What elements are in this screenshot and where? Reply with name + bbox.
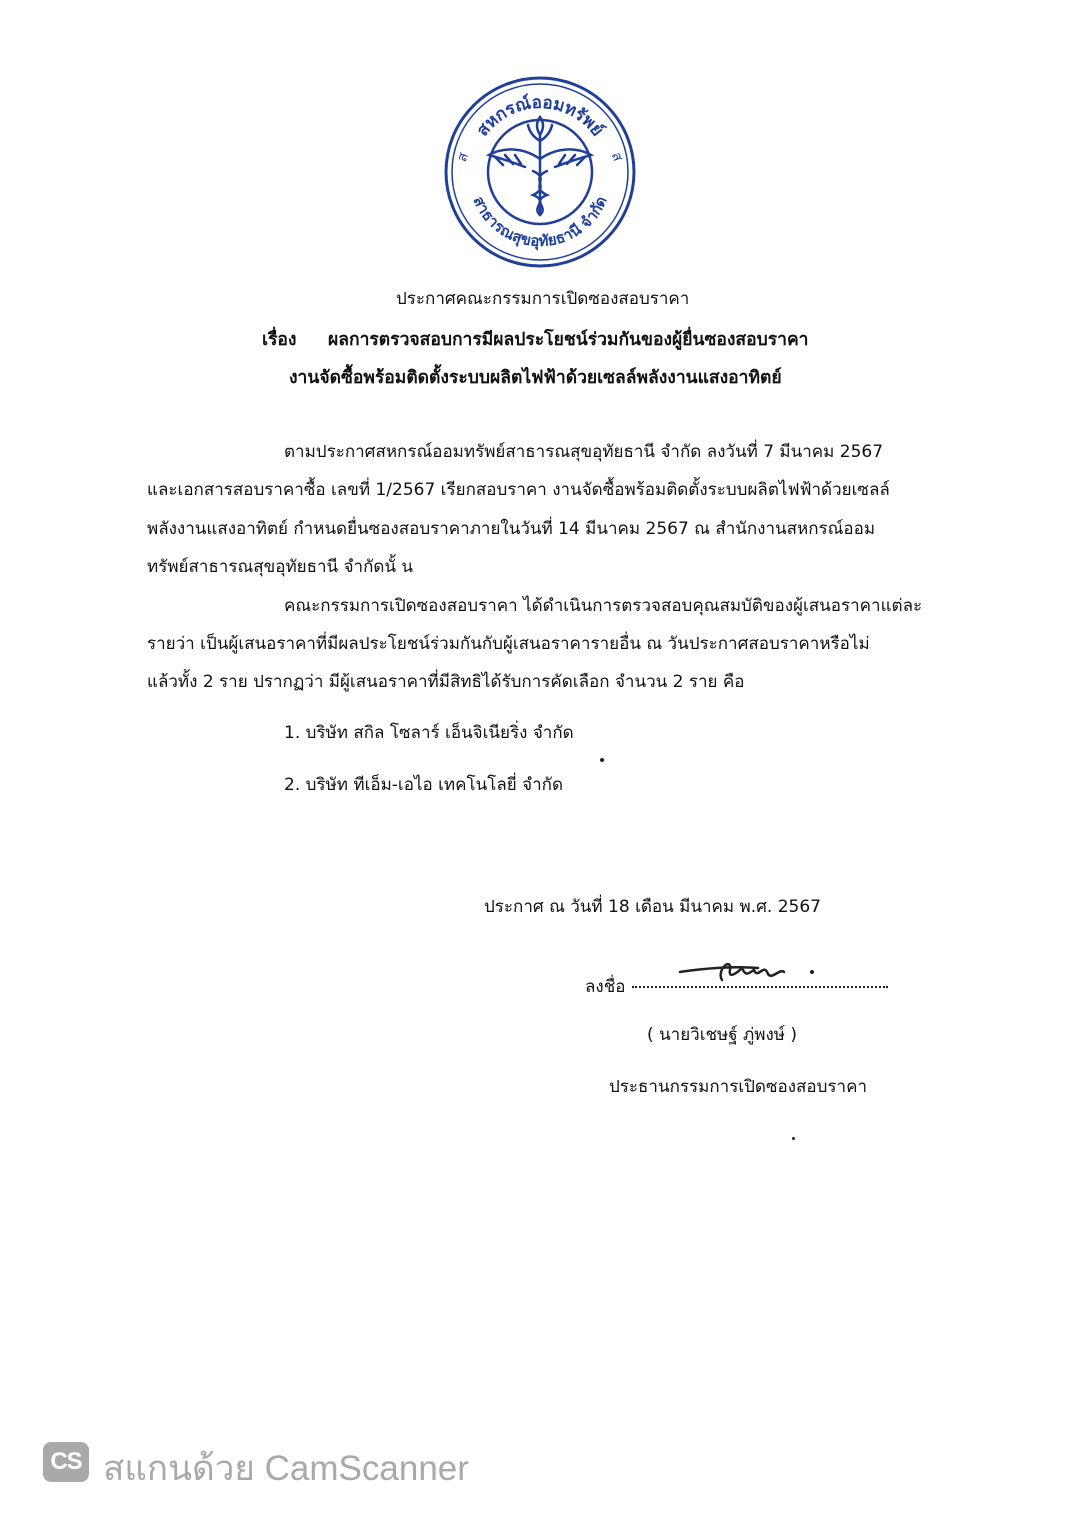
signer-name: ( นายวิเชษฐ์ ภู่พงษ์ ) (647, 1025, 798, 1045)
camscanner-watermark: สแกนด้วย CamScanner (103, 1449, 469, 1488)
paragraph1-line2: และเอกสารสอบราคาซื้อ เลขที่ 1/2567 เรียกสอบราคา งานจัดซื้อพร้อมติดตั้งระบบผลิตไฟฟ้าด้วยเซลล์ (147, 480, 890, 500)
cooperative-seal (443, 75, 637, 269)
svg-text:ส: ส (607, 150, 626, 164)
paragraph2-line3: แล้วทั้ง 2 ราย ปรากฏว่า มีผู้เสนอราคาที่มีสิทธิได้รับการคัดเลือก จำนวน 2 ราย คือ (147, 672, 745, 692)
project-title: งานจัดซื้อพร้อมติดตั้งระบบผลิตไฟฟ้าด้วยเซลล์พลังงานแสงอาทิตย์ (289, 368, 782, 388)
seal-text-bottom: สาธารณสุขอุทัยธานี จำกัด (469, 193, 611, 251)
paragraph1-line3: พลังงานแสงอาทิตย์ กำหนดยื่นซองสอบราคาภายในวันที่ 14 มีนาคม 2567 ณ สำนักงานสหกรณ์ออม (147, 519, 876, 539)
seal-text-top: สหกรณ์ออมทรัพย์ (472, 92, 608, 141)
paragraph1-line1: ตามประกาศสหกรณ์ออมทรัพย์สาธารณสุขอุทัยธานี จำกัด ลงวันที่ 7 มีนาคม 2567 (284, 442, 884, 462)
subject-text: ผลการตรวจสอบการมีผลประโยชน์ร่วมกันของผู้ยื่นซองสอบราคา (328, 330, 809, 350)
svg-text:ส: ส (454, 150, 473, 164)
paragraph2-line1: คณะกรรมการเปิดซองสอบราคา ได้ดำเนินการตรวจสอบคุณสมบัติของผู้เสนอราคาแต่ละ (284, 596, 923, 616)
camscanner-logo-icon: CS (43, 1442, 89, 1482)
announce-date: ประกาศ ณ วันที่ 18 เดือน มีนาคม พ.ศ. 2567 (484, 897, 821, 917)
ink-dot (600, 758, 604, 762)
bidder-item-2: 2. บริษัท ทีเอ็ม-เอไอ เทคโนโลยี่ จำกัด (284, 775, 564, 795)
bidder-item-1: 1. บริษัท สกิล โซลาร์ เอ็นจิเนียริ่ง จำกัด (284, 723, 574, 743)
paragraph1-line4: ทรัพย์สาธารณสุขอุทัยธานี จำกัดนั้ น (147, 557, 414, 577)
paragraph2-line2: รายว่า เป็นผู้เสนอราคาที่มีผลประโยชน์ร่วมกันกับผู้เสนอราคารายอื่น ณ วันประกาศสอบราคาหรือไม่ (147, 634, 870, 654)
subject-label: เรื่อง (262, 330, 297, 350)
stray-dot (792, 1137, 795, 1140)
sign-label: ลงชื่อ (585, 977, 626, 997)
announcement-title: ประกาศคณะกรรมการเปิดซองสอบราคา (396, 289, 690, 309)
handwritten-signature (676, 950, 826, 990)
signer-title: ประธานกรรมการเปิดซองสอบราคา (609, 1077, 867, 1097)
